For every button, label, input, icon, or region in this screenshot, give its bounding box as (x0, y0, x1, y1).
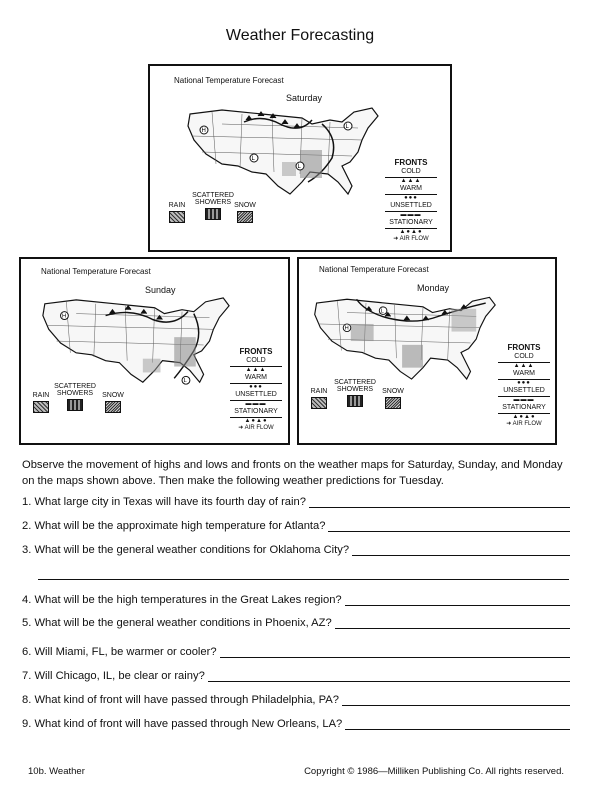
warm-front-symbol: ●●● (249, 384, 263, 390)
legend-rain-label: RAIN (32, 392, 50, 399)
question-text: 3. What will be the general weather conditions for Oklahoma City? (22, 544, 350, 556)
legend-showers-label: SHOWERS (336, 386, 374, 393)
low-marker: L (297, 164, 301, 170)
map-day-label: Monday (417, 283, 450, 293)
rain-swatch (33, 401, 49, 413)
answer-line[interactable] (352, 544, 570, 556)
stationary-front-symbol: ▲●▲● (399, 229, 423, 235)
legend-showers-label: SHOWERS (56, 390, 94, 397)
question-4 (22, 594, 570, 606)
legend-showers-label: SCATTERED (334, 379, 376, 386)
front-cold: COLD (498, 352, 550, 363)
front-cold: COLD (385, 167, 437, 178)
showers-swatch (205, 208, 221, 220)
snow-swatch (105, 401, 121, 413)
fronts-legend (495, 343, 553, 427)
monday-map (297, 257, 557, 445)
legend-snow-label: SNOW (234, 202, 256, 209)
answer-line-extra[interactable] (38, 578, 569, 580)
front-stationary: STATIONARY (385, 218, 437, 229)
legend-rain-label: RAIN (310, 388, 328, 395)
answer-line[interactable] (220, 646, 570, 658)
legend-rain (164, 202, 190, 223)
legend-showers-label: SCATTERED (54, 383, 96, 390)
question-9 (22, 718, 570, 730)
question-text: 6. Will Miami, FL, be warmer or cooler? (22, 646, 217, 658)
question-5 (22, 617, 570, 629)
arrow-icon: ➜ (238, 425, 244, 431)
cold-front-symbol: ▲▲▲ (513, 363, 535, 369)
instructions: Observe the movement of highs and lows and fronts on the weather maps for Saturday, Sunday, and Monday on the maps shown above. Then make the following weather predictions for Tuesday. (22, 459, 563, 487)
low-marker: L (345, 124, 349, 130)
map-day-label: Sunday (145, 285, 176, 295)
snow-swatch (237, 211, 253, 223)
legend-snow-label: SNOW (102, 392, 124, 399)
question-8 (22, 694, 570, 706)
front-stationary: STATIONARY (230, 407, 282, 418)
legend-rain-label: RAIN (168, 202, 186, 209)
map-day-label: Saturday (286, 93, 323, 103)
low-marker: L (251, 156, 255, 162)
legend-snow-label: SNOW (382, 388, 404, 395)
legend-showers (190, 192, 236, 220)
fronts-heading: FRONTS (239, 347, 273, 356)
legend-showers-label: SCATTERED (192, 192, 234, 199)
low-marker: L (183, 378, 187, 385)
airflow-label: AIR FLOW (399, 236, 429, 242)
page-title: Weather Forecasting (225, 27, 375, 44)
legend-snow (232, 202, 258, 223)
question-text: 2. What will be the approximate high temperature for Atlanta? (22, 520, 326, 532)
stationary-front-symbol: ▲●▲● (512, 414, 536, 420)
high-marker: H (344, 325, 349, 332)
page-number: 10b. Weather (28, 766, 85, 777)
rain-swatch (169, 211, 185, 223)
answer-line[interactable] (342, 694, 570, 706)
legend-showers (331, 379, 379, 407)
legend-showers (51, 383, 99, 411)
question-text: 8. What kind of front will have passed through Philadelphia, PA? (22, 694, 339, 706)
high-marker: H (201, 128, 206, 134)
fronts-legend (382, 158, 440, 242)
answer-line[interactable] (328, 520, 570, 532)
legend-snow (99, 392, 127, 413)
front-unsettled: UNSETTLED (385, 201, 437, 212)
answer-line[interactable] (309, 496, 570, 508)
map-header: National Temperature Forecast (174, 76, 284, 85)
front-unsettled: UNSETTLED (498, 386, 550, 397)
low-marker: L (380, 308, 384, 315)
question-text: 5. What will be the general weather conditions in Phoenix, AZ? (22, 617, 332, 629)
answer-line[interactable] (208, 670, 570, 682)
question-7 (22, 670, 570, 682)
front-warm: WARM (498, 369, 550, 380)
question-text: 1. What large city in Texas will have its fourth day of rain? (22, 496, 306, 508)
cold-front-symbol: ▲▲▲ (245, 367, 267, 373)
arrow-icon: ➜ (393, 236, 399, 242)
warm-front-symbol: ●●● (517, 380, 531, 386)
legend-rain (305, 388, 333, 409)
saturday-map (148, 64, 452, 252)
map-header: National Temperature Forecast (41, 267, 151, 276)
map-header: National Temperature Forecast (319, 265, 429, 274)
question-1 (22, 496, 570, 508)
unsettled-symbol: ▬▬▬ (513, 397, 535, 403)
fronts-heading: FRONTS (507, 343, 541, 352)
stationary-front-symbol: ▲●▲● (244, 418, 268, 424)
question-2 (22, 520, 570, 532)
answer-line[interactable] (345, 718, 570, 730)
answer-line[interactable] (345, 594, 570, 606)
high-marker: H (61, 313, 67, 320)
front-cold: COLD (230, 356, 282, 367)
fronts-heading: FRONTS (394, 158, 428, 167)
question-text: 7. Will Chicago, IL, be clear or rainy? (22, 670, 205, 682)
cold-front-symbol: ▲▲▲ (400, 178, 422, 184)
copyright: Copyright © 1986—Milliken Publishing Co. All rights reserved. (304, 766, 564, 777)
unsettled-symbol: ▬▬▬ (400, 212, 422, 218)
front-warm: WARM (385, 184, 437, 195)
question-6 (22, 646, 570, 658)
question-3 (22, 544, 570, 556)
front-stationary: STATIONARY (498, 403, 550, 414)
arrow-icon: ➜ (506, 421, 512, 427)
question-text: 9. What kind of front will have passed through New Orleans, LA? (22, 718, 343, 730)
front-unsettled: UNSETTLED (230, 390, 282, 401)
snow-swatch (385, 397, 401, 409)
legend-snow (379, 388, 407, 409)
question-text: 4. What will be the high temperatures in the Great Lakes region? (22, 594, 342, 606)
showers-swatch (347, 395, 363, 407)
fronts-legend (227, 347, 285, 431)
warm-front-symbol: ●●● (404, 195, 418, 201)
rain-swatch (311, 397, 327, 409)
legend-showers-label: SHOWERS (194, 199, 232, 206)
front-warm: WARM (230, 373, 282, 384)
unsettled-symbol: ▬▬▬ (245, 401, 267, 407)
airflow-label: AIR FLOW (512, 421, 542, 427)
sunday-map (19, 257, 290, 445)
answer-line[interactable] (335, 617, 570, 629)
airflow-label: AIR FLOW (244, 425, 274, 431)
showers-swatch (67, 399, 83, 411)
